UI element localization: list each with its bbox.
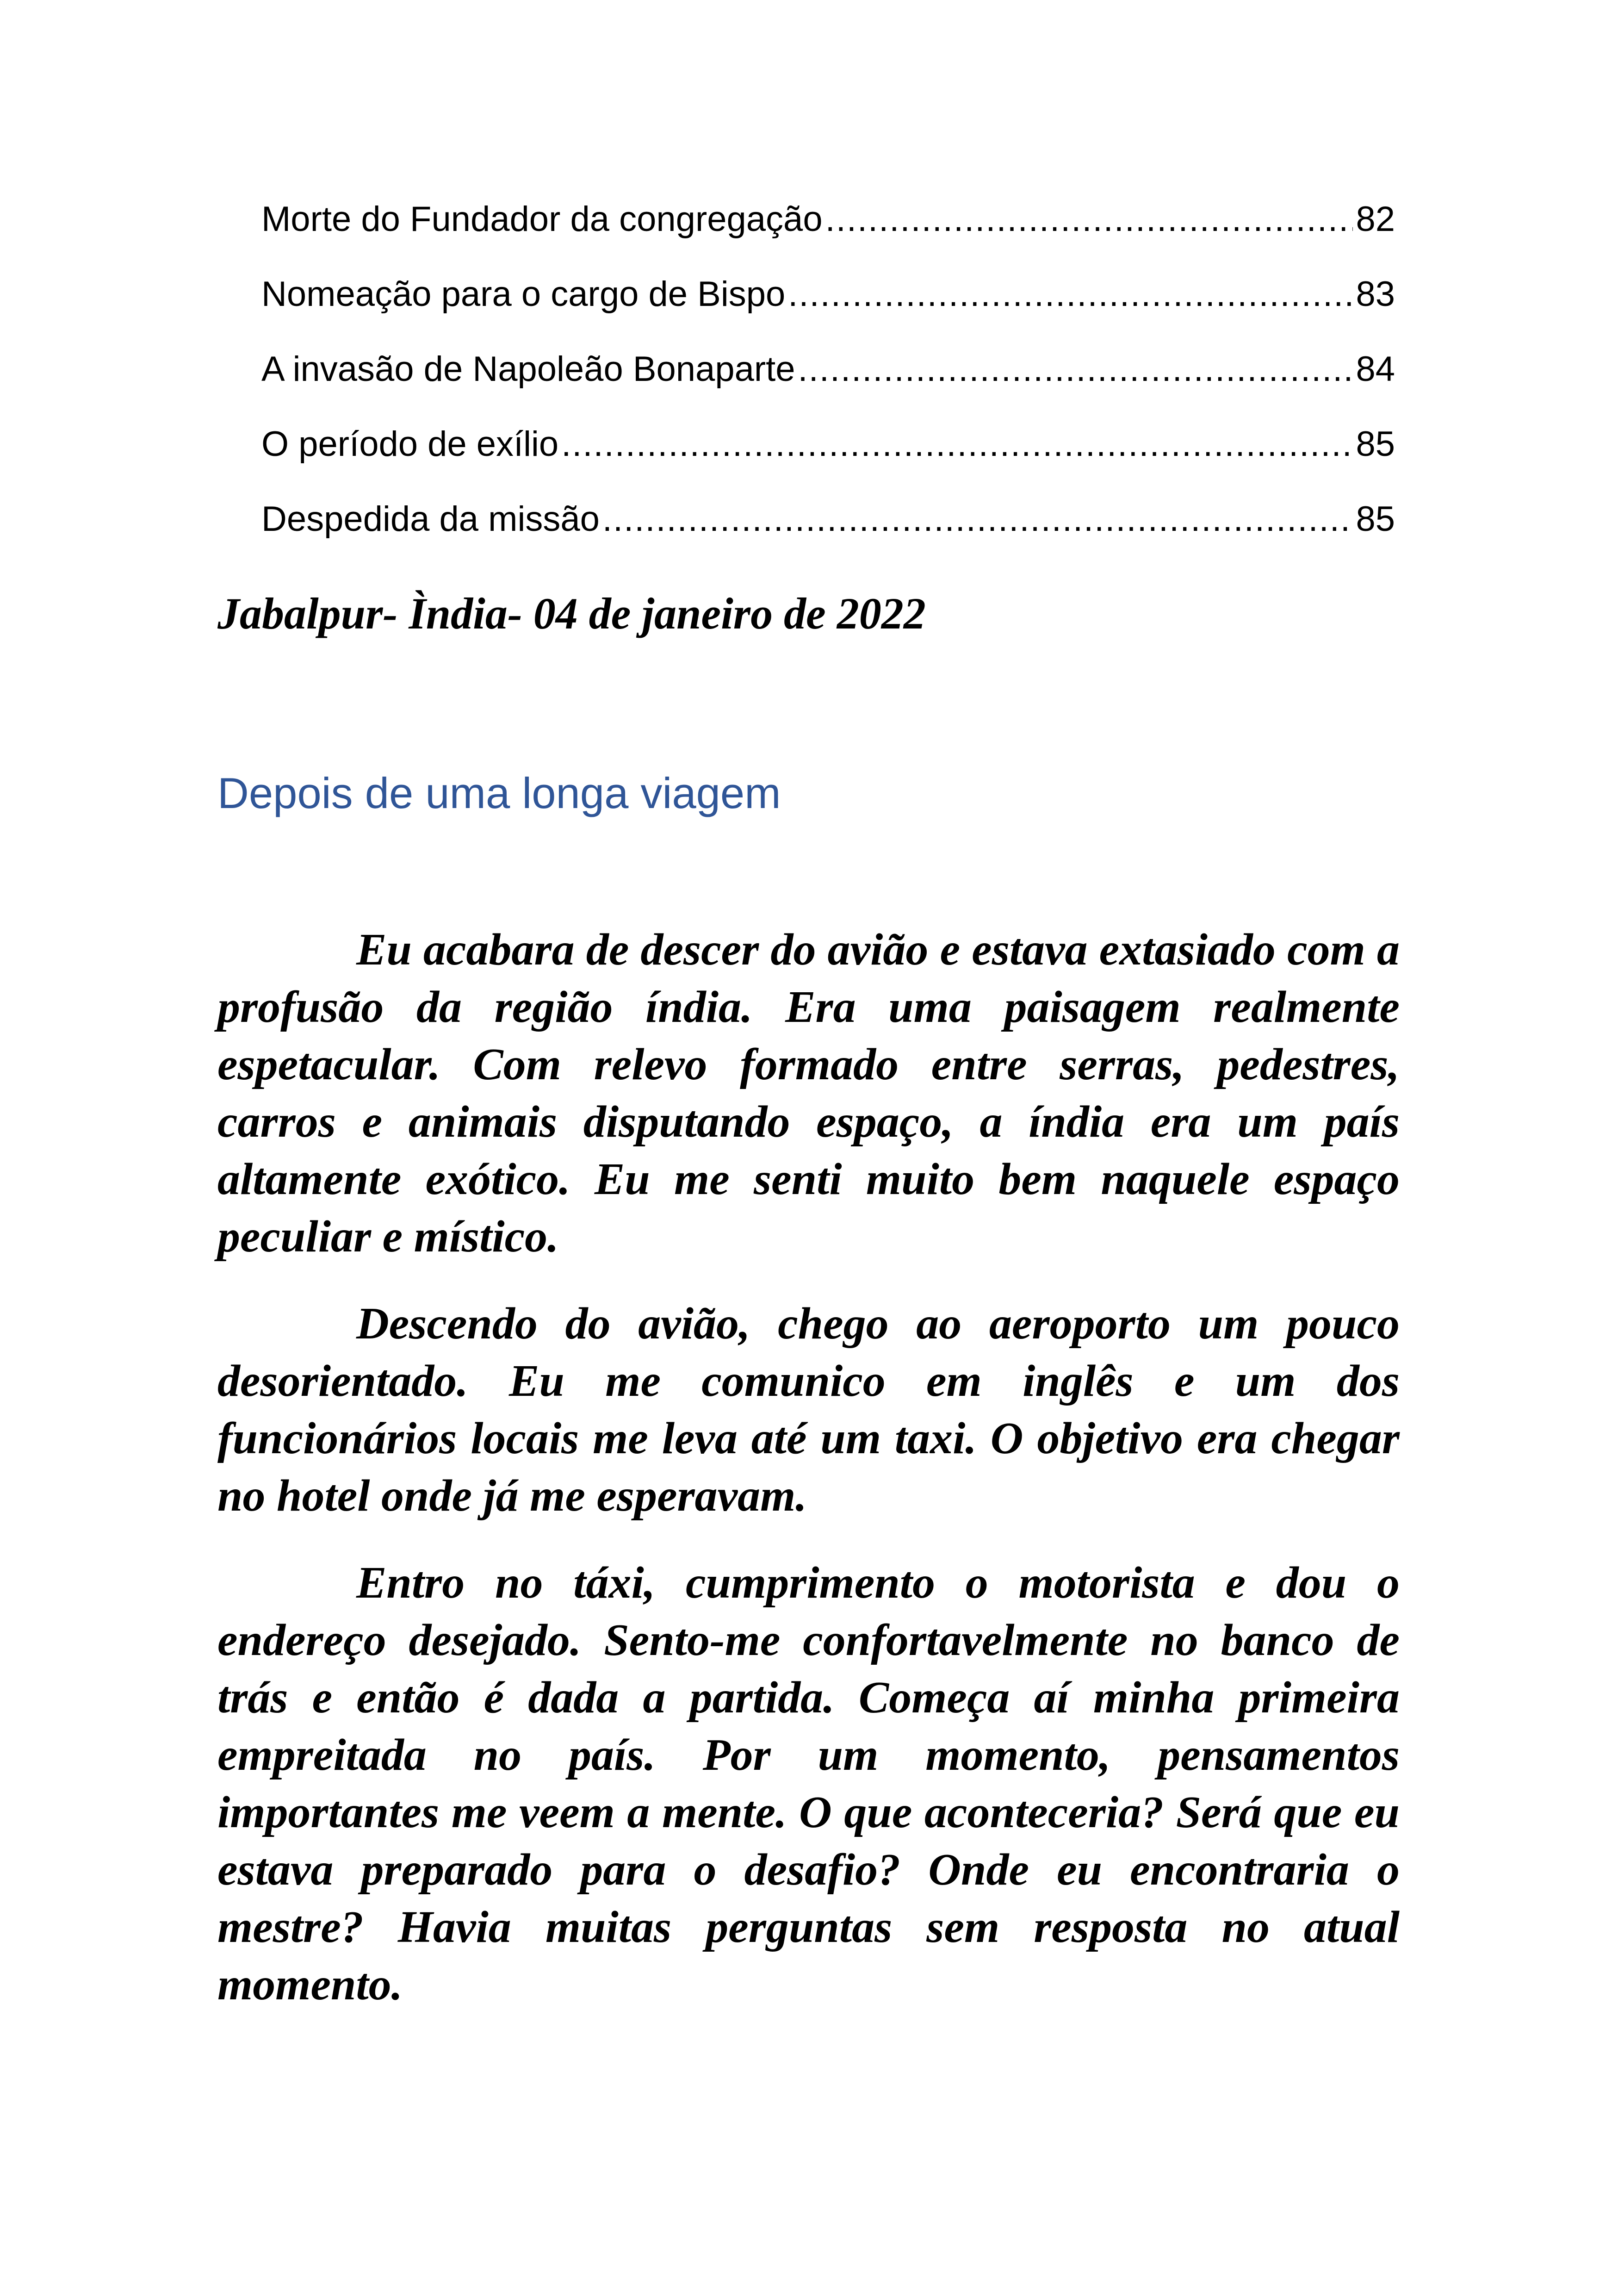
toc-entry-label: Morte do Fundador da congregação <box>261 199 823 239</box>
toc-entry[interactable] <box>261 499 1395 574</box>
table-of-contents <box>261 199 1395 574</box>
toc-leader-dots <box>788 274 1353 314</box>
body-paragraph: Descendo do avião, chego ao aeroporto um pouco desorientado. Eu me comunico em inglês e um dos funcionários locais me leva até um taxi. O objetivo era chegar no hotel onde já me esperavam. <box>217 1299 1400 1521</box>
toc-entry[interactable] <box>261 274 1395 349</box>
toc-entry-page: 82 <box>1356 199 1395 239</box>
toc-entry-page: 84 <box>1356 349 1395 389</box>
toc-leader-dots <box>825 199 1353 239</box>
place-date-heading: Jabalpur- Ìndia- 04 de janeiro de 2022 <box>217 589 926 638</box>
toc-leader-dots <box>602 499 1353 539</box>
toc-entry[interactable] <box>261 349 1395 424</box>
body-paragraph: Entro no táxi, cumprimento o motorista e dou o endereço desejado. Sento-me confortavelmente no banco de trás e então é dada a partida. Começa aí minha primeira empreitada no país. Por um momento, pensamentos importantes me veem a mente. O que aconteceria? Será que eu estava preparado para o desafio? Onde eu encontraria o mestre? Havia muitas perguntas sem resposta no atual momento. <box>217 1558 1400 2010</box>
toc-leader-dots <box>798 349 1353 389</box>
toc-entry-label: A invasão de Napoleão Bonaparte <box>261 349 795 389</box>
toc-entry-page: 83 <box>1356 274 1395 314</box>
toc-entry-label: Nomeação para o cargo de Bispo <box>261 274 786 314</box>
chapter-body <box>217 921 1400 2043</box>
toc-entry-label: O período de exílio <box>261 424 559 464</box>
toc-entry-label: Despedida da missão <box>261 499 600 539</box>
chapter-title: Depois de uma longa viagem <box>217 769 781 817</box>
toc-entry[interactable] <box>261 424 1395 499</box>
toc-entry[interactable] <box>261 199 1395 274</box>
toc-entry-page: 85 <box>1356 424 1395 464</box>
body-paragraph: Eu acabara de descer do avião e estava extasiado com a profusão da região índia. Era uma paisagem realmente espetacular. Com relevo formado entre serras, pedestres, carros e animais disputando espaço, a índia era um país altamente exótico. Eu me senti muito bem naquele espaço peculiar e místico. <box>217 925 1400 1262</box>
toc-entry-page: 85 <box>1356 499 1395 539</box>
toc-leader-dots <box>561 424 1353 464</box>
